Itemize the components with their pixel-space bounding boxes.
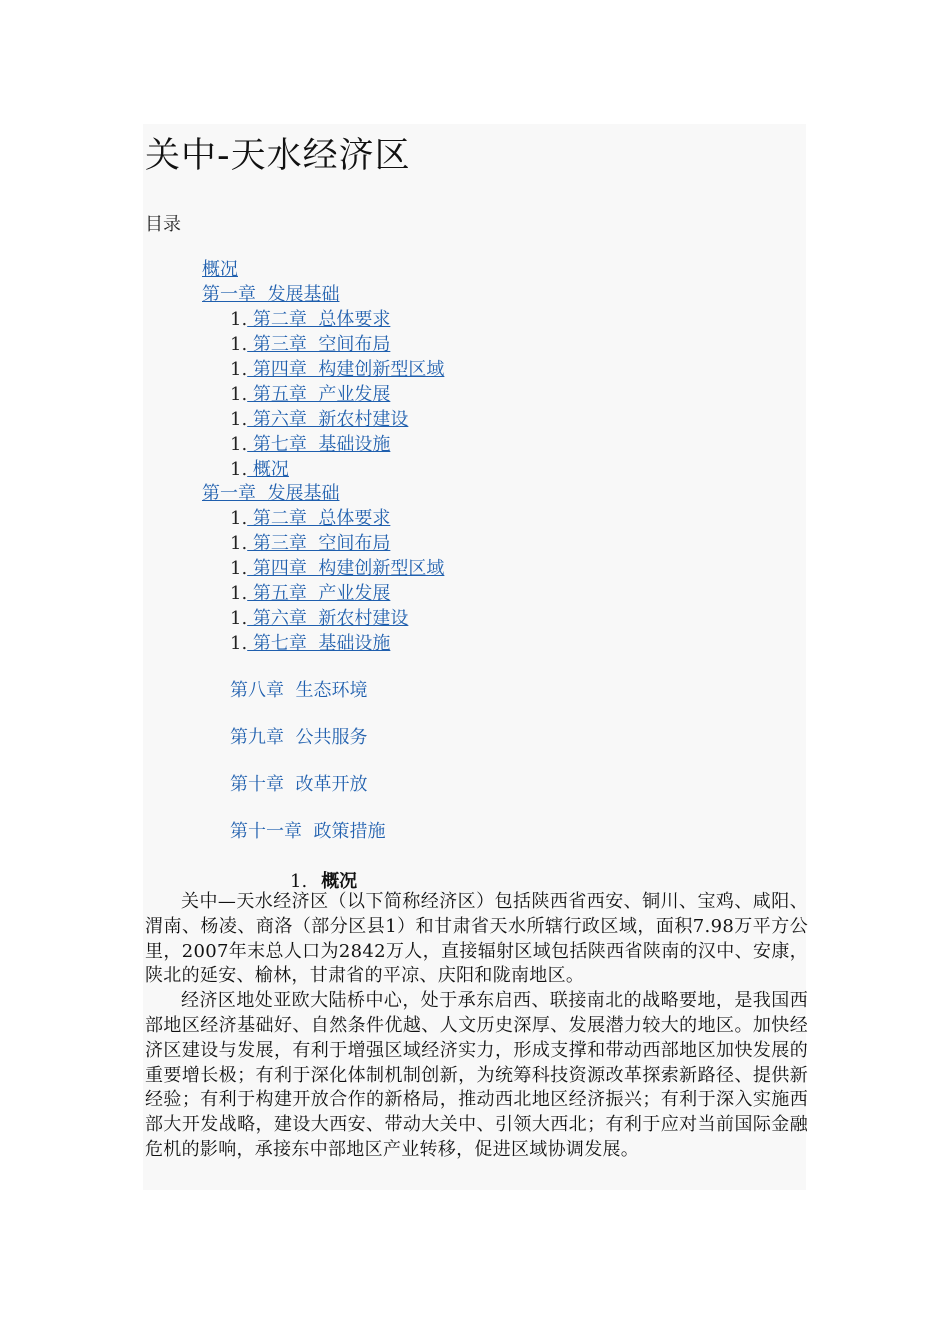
- toc-link[interactable]: 第五章 产业发展: [247, 384, 391, 405]
- toc-link[interactable]: 第十一章 政策措施: [230, 821, 386, 842]
- toc-link[interactable]: 概况: [202, 259, 238, 280]
- toc-entry: [202, 482, 339, 506]
- toc-entry: [230, 726, 367, 750]
- toc-entry: [230, 433, 390, 457]
- toc-entry-number: 1.: [230, 384, 248, 405]
- document-title: 关中-天水经济区: [145, 136, 411, 176]
- toc-entry: [230, 507, 390, 531]
- toc-entry-number: 1.: [230, 633, 248, 654]
- toc-link[interactable]: 第八章 生态环境: [230, 680, 368, 701]
- toc-entry-number: 1.: [230, 608, 248, 629]
- toc-entry-number: 1.: [230, 533, 248, 554]
- toc-entry: [230, 582, 390, 606]
- section-title: 概况: [321, 871, 358, 892]
- toc-entry: [230, 333, 390, 357]
- toc-link[interactable]: 第六章 新农村建设: [247, 409, 409, 430]
- toc-entry: [230, 820, 385, 844]
- toc-link[interactable]: 第一章 发展基础: [202, 483, 340, 504]
- toc-entry: [230, 532, 390, 556]
- toc-link[interactable]: 第三章 空间布局: [247, 533, 391, 554]
- toc-link[interactable]: 第四章 构建创新型区域: [247, 558, 445, 579]
- toc-link[interactable]: 第一章 发展基础: [202, 284, 340, 305]
- toc-entry-number: 1.: [230, 459, 248, 480]
- toc-entry: [230, 383, 390, 407]
- toc-link[interactable]: 第三章 空间布局: [247, 334, 391, 355]
- toc-link[interactable]: 第七章 基础设施: [247, 434, 391, 455]
- toc-entry-number: 1.: [230, 583, 248, 604]
- toc-entry-number: 1.: [230, 359, 248, 380]
- toc-entry: [202, 283, 339, 307]
- toc-link[interactable]: 第二章 总体要求: [247, 508, 391, 529]
- toc-link[interactable]: 概况: [247, 459, 289, 480]
- toc-entry: [230, 308, 390, 332]
- paragraph: 关中—天水经济区（以下简称经济区）包括陕西省西安、铜川、宝鸡、咸阳、渭南、杨凌、商洛（部分区县1）和甘肃省天水所辖行政区域，面积7.98万平方公里，2007年末总人口为2842万人，直接辐射区域包括陕西省陕南的汉中、安康，陕北的延安、榆林，甘肃省的平凉、庆阳和陇南地区。: [145, 891, 808, 987]
- toc-entry: [230, 358, 444, 382]
- toc-link[interactable]: 第六章 新农村建设: [247, 608, 409, 629]
- toc-entry-number: 1.: [230, 309, 248, 330]
- toc-entry-number: 1.: [230, 558, 248, 579]
- toc-entry-number: 1.: [230, 508, 248, 529]
- toc-entry: [230, 557, 444, 581]
- toc-entry-number: 1.: [230, 434, 248, 455]
- toc-entry: [230, 773, 367, 797]
- toc-entry: [230, 458, 289, 482]
- toc-entry: [202, 258, 238, 282]
- toc-link[interactable]: 第九章 公共服务: [230, 727, 368, 748]
- toc-entry: [230, 679, 367, 703]
- toc-link[interactable]: 第二章 总体要求: [247, 309, 391, 330]
- toc-entry: [230, 607, 408, 631]
- toc-entry-number: 1.: [230, 334, 248, 355]
- section-number: 1.: [290, 871, 308, 892]
- toc-link[interactable]: 第十章 改革开放: [230, 774, 368, 795]
- toc-entry-number: 1.: [230, 409, 248, 430]
- body-text: [145, 890, 808, 1163]
- toc-link[interactable]: 第七章 基础设施: [247, 633, 391, 654]
- toc-label: 目录: [145, 214, 181, 235]
- toc-link[interactable]: 第四章 构建创新型区域: [247, 359, 445, 380]
- toc-entry: [230, 408, 408, 432]
- toc-link[interactable]: 第五章 产业发展: [247, 583, 391, 604]
- toc-entry: [230, 632, 390, 656]
- paragraph: 经济区地处亚欧大陆桥中心，处于承东启西、联接南北的战略要地，是我国西部地区经济基础好、自然条件优越、人文历史深厚、发展潜力较大的地区。加快经济区建设与发展，有利于增强区域经济实力，形成支撑和带动西部地区加快发展的重要增长极；有利于深化体制机制创新，为统筹科技资源改革探索新路径、提供新经验；有利于构建开放合作的新格局，推动西北地区经济振兴；有利于深入实施西部大开发战略，建设大西安、带动大关中、引领大西北；有利于应对当前国际金融危机的影响，承接东中部地区产业转移，促进区域协调发展。: [145, 990, 808, 1160]
